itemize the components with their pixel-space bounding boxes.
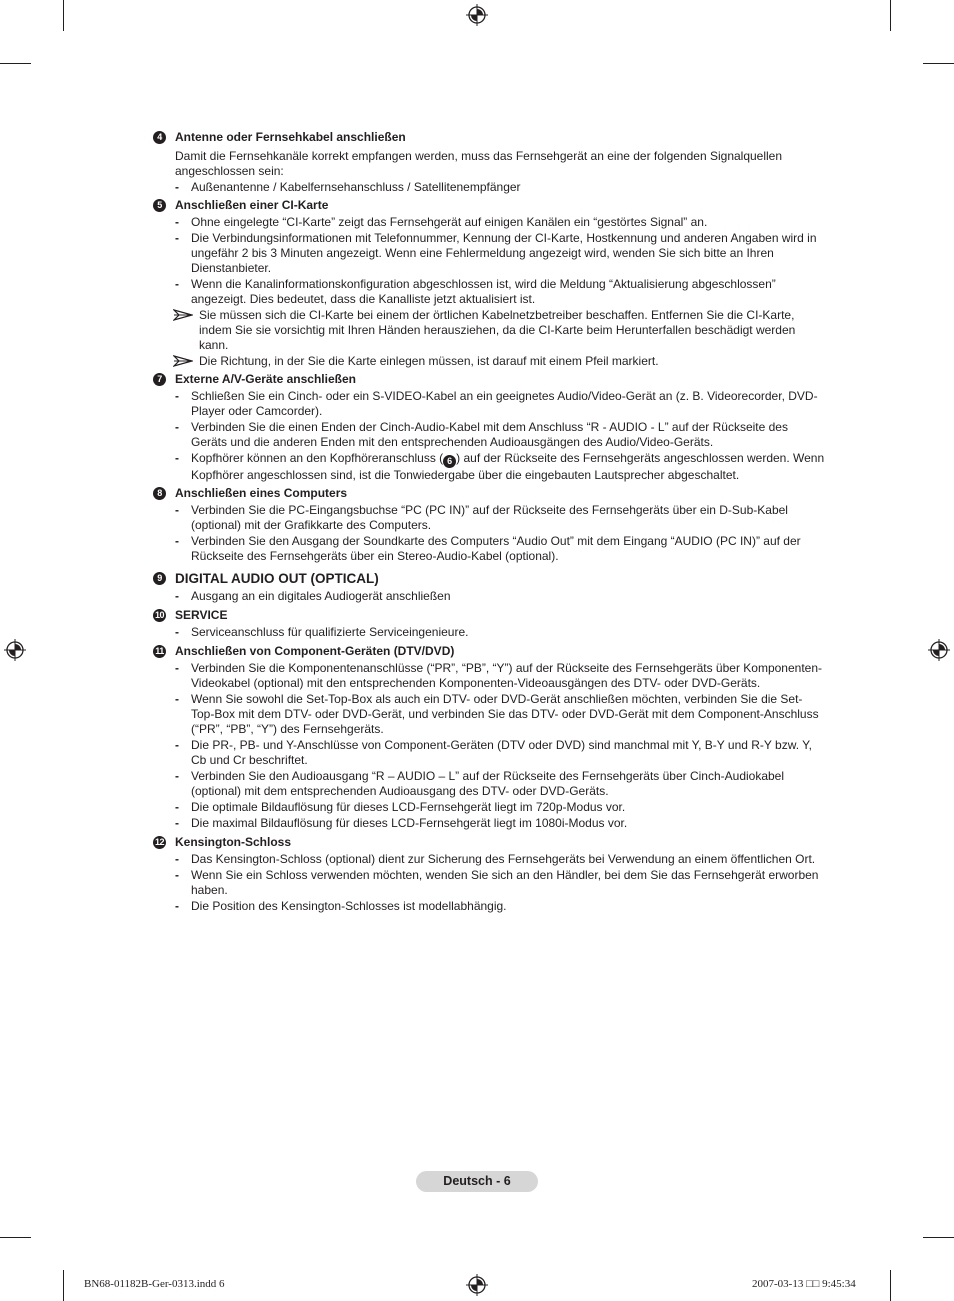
section-heading	[153, 570, 825, 587]
list-item: - Ohne eingelegte “CI-Karte” zeigt das Fernsehgerät auf einigen Kanälen ein “gestörtes Signal” an.	[175, 215, 708, 229]
list-item: - Die Verbindungsinformationen mit Telefonnummer, Kennung der CI-Karte, Hostkennung und anderen Angaben wird in ungefähr 2 bis 3 Minuten angezeigt. Wenn eine Fehlermeldung angezeigt wird, wenden Sie sich bitte an Ihren Dienstanbieter.	[175, 231, 817, 275]
list-item: - Wenn die Kanalinformationskonfiguration abgeschlossen ist, wird die Meldung “Aktualisierung abgeschlossen” angezeigt. Dies bedeutet, dass die Kanalliste jetzt aktualisiert ist.	[175, 277, 776, 306]
bullet-dash: -	[175, 180, 179, 194]
section-heading	[153, 372, 825, 387]
section-ci-card	[153, 198, 825, 369]
bullet-dash: -	[175, 503, 179, 517]
registration-mark-icon	[928, 639, 950, 661]
section-kensington	[153, 835, 825, 914]
file-slug: BN68-01182B-Ger-0313.indd 6	[84, 1278, 225, 1290]
page-number-badge: Deutsch - 6	[416, 1171, 538, 1192]
section-title: SERVICE	[175, 608, 228, 622]
section-number: 11	[153, 645, 166, 658]
crop-mark	[0, 63, 31, 64]
bullet-dash: -	[175, 769, 179, 783]
note-item: Die Richtung, in der Sie die Karte einlegen müssen, ist darauf mit einem Pfeil markiert.	[153, 354, 825, 369]
section-paragraph: Damit die Fernsehkanäle korrekt empfangen werden, muss das Fernsehgerät an eine der folgenden Signalquellen angeschlossen sein:	[175, 149, 783, 178]
list-item: - Ausgang an ein digitales Audiogerät anschließen	[175, 589, 451, 603]
section-heading	[153, 608, 825, 623]
section-computer	[153, 486, 825, 564]
crop-mark	[890, 1270, 891, 1301]
section-title: Externe A/V-Geräte anschließen	[175, 372, 356, 386]
bullet-dash: -	[175, 231, 179, 245]
section-heading	[153, 835, 825, 850]
list-item: - Die maximal Bildauflösung für dieses LCD-Fernsehgerät liegt im 1080i-Modus vor.	[175, 816, 628, 830]
main-content	[153, 130, 825, 917]
section-number: 5	[153, 199, 166, 212]
section-title: Antenne oder Fernsehkabel anschließen	[175, 130, 406, 144]
list-item: - Verbinden Sie die Komponentenanschlüsse (“PR”, “PB”, “Y”) auf der Rückseite des Fernsehgeräts über Komponenten-Videokabel (optional) mit den entsprechenden Komponenten-Videoausgängen des DTV- oder DVD-Geräts.	[175, 661, 822, 690]
bullet-dash: -	[175, 389, 179, 403]
note-item: Sie müssen sich die CI-Karte bei einem der örtlichen Kabelnetzbetreiber beschaffen. Entfernen Sie die CI-Karte, indem Sie sie vorsichtig mit Ihren Händen herausziehen, da die CI-Karte beim Herunterfallen beschädigt werden kann.	[153, 308, 825, 353]
list-item: - Die optimale Bildauflösung für dieses LCD-Fernsehgerät liegt im 720p-Modus vor.	[175, 800, 626, 814]
crop-mark	[0, 1237, 31, 1238]
bullet-dash: -	[175, 589, 179, 603]
list-item: - Verbinden Sie die PC-Eingangsbuchse “PC (PC IN)” auf der Rückseite des Fernsehgeräts über ein D-Sub-Kabel (optional) mit der Grafikkarte des Computers.	[175, 503, 788, 532]
bullet-dash: -	[175, 277, 179, 291]
bullet-dash: -	[175, 625, 179, 639]
list-item: - Das Kensington-Schloss (optional) dient zur Sicherung des Fernsehgeräts bei Verwendung an einem öffentlichen Ort.	[175, 852, 816, 866]
list-item: - Wenn Sie sowohl die Set-Top-Box als auch ein DTV- oder DVD-Gerät anschließen möchten, verbinden Sie die Set-Top-Box mit dem DTV- oder DVD-Gerät, und verbinden Sie das DTV- oder DVD-Gerät mit dem Component-Anschluss (“PR”, “PB”, “Y”) des Fernsehgeräts.	[175, 692, 819, 736]
section-number: 12	[154, 837, 164, 847]
section-digital-audio-out	[153, 570, 825, 604]
section-av-devices	[153, 372, 825, 483]
bullet-dash: -	[175, 738, 179, 752]
bullet-dash: -	[175, 420, 179, 434]
section-heading	[153, 486, 825, 501]
list-item: - Verbinden Sie den Ausgang der Soundkarte des Computers “Audio Out” mit dem Eingang “AUDIO (PC IN)” auf der Rückseite des Fernsehgeräts über ein Stereo-Audio-Kabel (optional).	[175, 534, 801, 563]
section-number: 10	[154, 610, 164, 620]
bullet-dash: -	[175, 899, 179, 913]
bullet-dash: -	[175, 852, 179, 866]
list-item: - Außenantenne / Kabelfernsehanschluss / Satellitenempfänger	[175, 180, 521, 194]
bullet-dash: -	[175, 816, 179, 830]
section-title: Kensington-Schloss	[175, 835, 292, 849]
section-number: 8	[153, 487, 166, 500]
bullet-dash: -	[175, 800, 179, 814]
bullet-dash: -	[175, 215, 179, 229]
list-item: - Die PR-, PB- und Y-Anschlüsse von Component-Geräten (DTV oder DVD) sind manchmal mit Y, B-Y und R-Y bzw. Y, Cb und Cr beschriftet.	[175, 738, 812, 767]
bullet-dash: -	[175, 451, 179, 465]
section-heading	[153, 130, 825, 145]
section-number: 4	[153, 131, 166, 144]
bullet-dash: -	[175, 868, 179, 882]
section-heading	[153, 198, 825, 213]
registration-mark-icon	[4, 639, 26, 661]
section-title: Anschließen einer CI-Karte	[175, 198, 329, 212]
section-antenna	[153, 130, 825, 195]
note-arrow-icon	[173, 355, 193, 367]
list-item: - Schließen Sie ein Cinch- oder ein S-VIDEO-Kabel an ein geeignetes Audio/Video-Gerät an (z. B. Videorecorder, DVD-Player oder Camcorder).	[175, 389, 818, 418]
section-number: 9	[153, 572, 166, 585]
list-item: - Serviceanschluss für qualifizierte Serviceingenieure.	[175, 625, 469, 639]
section-title: Anschließen eines Computers	[175, 486, 348, 500]
bullet-dash: -	[175, 692, 179, 706]
section-heading	[153, 644, 825, 659]
crop-mark	[890, 0, 891, 31]
list-item: - Wenn Sie ein Schloss verwenden möchten, wenden Sie sich an den Händler, bei dem Sie das Fernsehgerät erworben haben.	[175, 868, 819, 897]
headphone-jack-number: 6	[443, 455, 456, 468]
list-item: - Verbinden Sie die einen Enden der Cinch-Audio-Kabel mit dem Anschluss “R - AUDIO - L” auf der Rückseite des Geräts und die anderen Enden mit den entsprechenden Audioausgängen des Audio/Video-Geräts.	[175, 420, 788, 449]
print-timestamp: 2007-03-13 □□ 9:45:34	[752, 1278, 856, 1290]
crop-mark	[923, 63, 954, 64]
crop-mark	[923, 1237, 954, 1238]
section-title: DIGITAL AUDIO OUT (OPTICAL)	[175, 571, 379, 586]
section-service	[153, 608, 825, 640]
registration-mark-icon	[466, 4, 488, 26]
registration-mark-icon	[466, 1274, 488, 1296]
bullet-dash: -	[175, 661, 179, 675]
section-title: Anschließen von Component-Geräten (DTV/DVD)	[175, 644, 455, 658]
note-arrow-icon	[173, 309, 193, 321]
section-component	[153, 644, 825, 831]
list-item: - Verbinden Sie den Audioausgang “R – AUDIO – L” auf der Rückseite des Fernsehgeräts über Cinch-Audiokabel (optional) mit dem entsprechenden Audioausgang des DTV- oder DVD-Geräts.	[175, 769, 785, 798]
list-item: - Kopfhörer können an den Kopfhöreranschluss ( 6 ) auf der Rückseite des Fernsehgeräts angeschlossen werden. Wenn Kopfhörer angeschlossen sind, ist die Tonwiedergabe über die eingebauten Lautsprecher abgeschaltet.	[175, 451, 825, 482]
bullet-dash: -	[175, 534, 179, 548]
crop-mark	[63, 1270, 64, 1301]
section-number: 7	[153, 373, 166, 386]
list-item: - Die Position des Kensington-Schlosses ist modellabhängig.	[175, 899, 507, 913]
crop-mark	[63, 0, 64, 31]
